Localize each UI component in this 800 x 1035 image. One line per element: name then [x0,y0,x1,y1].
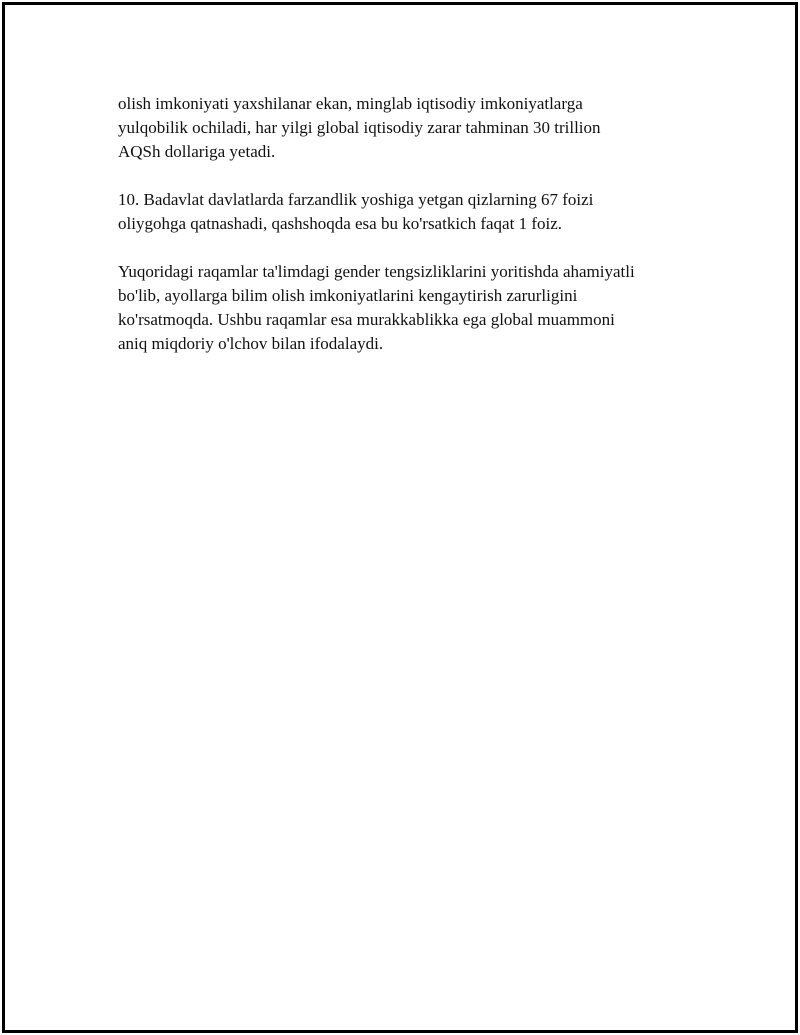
document-body [118,92,698,380]
paragraph-conclusion [118,260,698,356]
paragraph-economic-impact [118,92,698,164]
text-line: olish imkoniyati yaxshilanar ekan, minglab iqtisodiy imkoniyatlarga [118,94,583,113]
text-line: AQSh dollariga yetadi. [118,142,276,161]
text-line: bo'lib, ayollarga bilim olish imkoniyatlarini kengaytirish zarurligini [118,286,578,305]
text-line: ko'rsatmoqda. Ushbu raqamlar esa murakkablikka ega global muammoni [118,310,615,329]
text-line: 10. Badavlat davlatlarda farzandlik yoshiga yetgan qizlarning 67 foizi [118,190,594,209]
text-line: yulqobilik ochiladi, har yilgi global iqtisodiy zarar tahminan 30 trillion [118,118,601,137]
text-line: aniq miqdoriy o'lchov bilan ifodalaydi. [118,334,384,353]
text-line: oliygohga qatnashadi, qashshoqda esa bu ko'rsatkich faqat 1 foiz. [118,214,563,233]
paragraph-item-10 [118,188,698,236]
text-line: Yuqoridagi raqamlar ta'limdagi gender tengsizliklarini yoritishda ahamiyatli [118,262,635,281]
